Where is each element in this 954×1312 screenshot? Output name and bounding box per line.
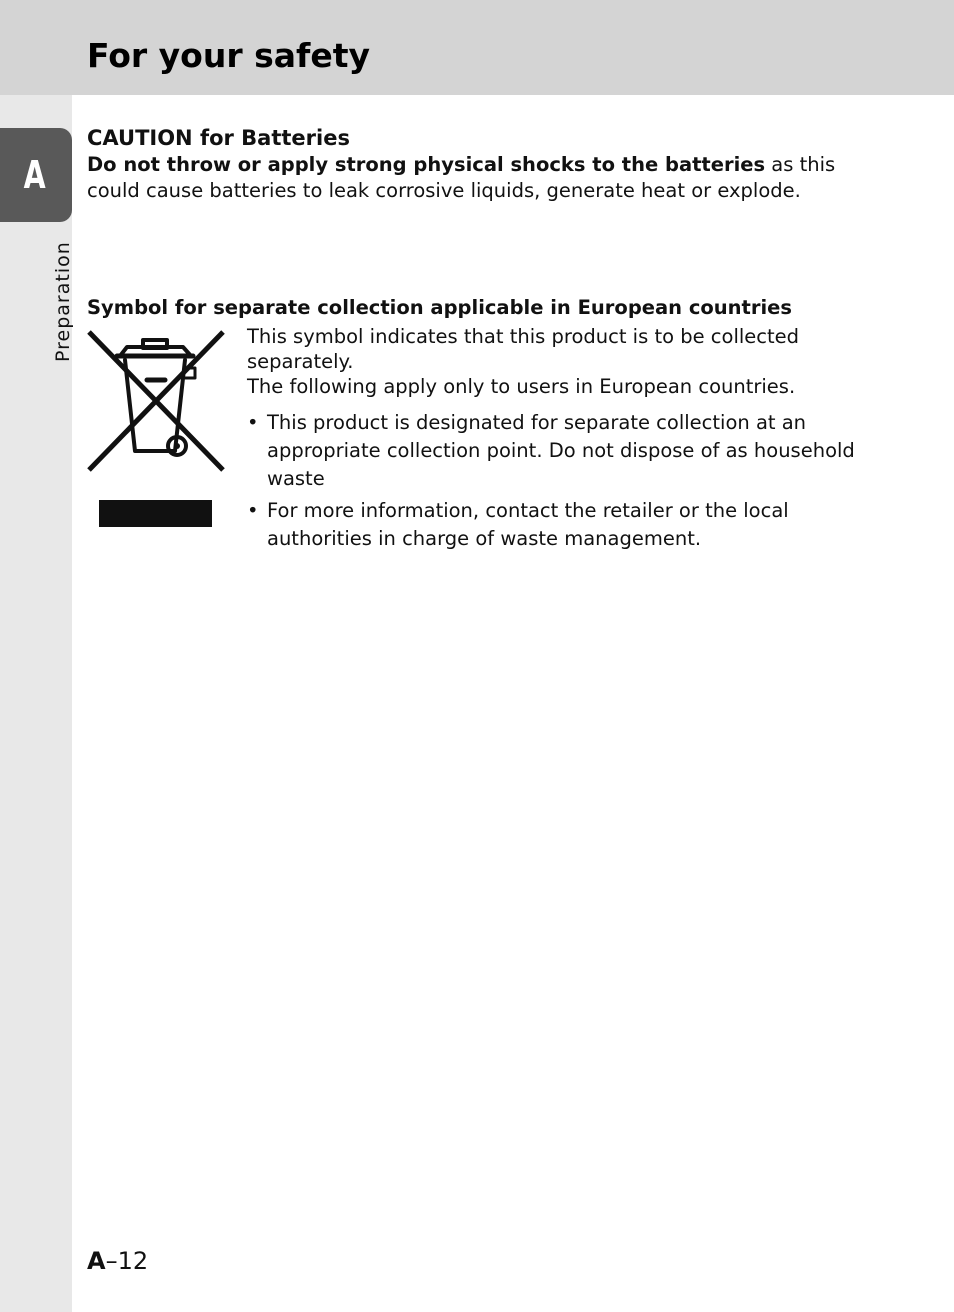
caution-heading: CAUTION for Batteries (87, 126, 350, 150)
symbol-bullet-list (247, 409, 897, 553)
bullet-dot: • (247, 499, 259, 522)
page-number (87, 1245, 148, 1277)
symbol-heading: Symbol for separate collection applicable in European countries (87, 296, 793, 319)
chapter-tab (0, 128, 72, 222)
solid-bar-mark (99, 500, 212, 527)
list-item-text: This product is designated for separate collection at an appropriate collection point. Do not dispose of as household waste (267, 411, 855, 490)
caution-bold-text: Do not throw or apply strong physical shocks to the batteries (87, 153, 766, 176)
page-number-value: –12 (105, 1247, 149, 1275)
page-title: For your safety (87, 36, 371, 75)
list-item (247, 409, 897, 493)
section-label: Preparation (52, 241, 74, 362)
crossed-out-wheelie-bin-icon (87, 330, 225, 472)
chapter-tab-letter: A (23, 153, 47, 197)
page-number-letter: A (87, 1247, 106, 1275)
symbol-intro-line1: This symbol indicates that this product is to be collected separately. (247, 325, 800, 373)
symbol-text (247, 324, 897, 557)
symbol-intro-line2: The following apply only to users in European countries. (247, 375, 796, 398)
caution-rest-text: as this could cause batteries to leak corrosive liquids, generate heat or explode. (87, 153, 836, 202)
bullet-dot: • (247, 411, 259, 434)
list-item (247, 497, 897, 553)
list-item-text: For more information, contact the retailer or the local authorities in charge of waste management. (267, 499, 789, 550)
caution-body (87, 152, 877, 204)
